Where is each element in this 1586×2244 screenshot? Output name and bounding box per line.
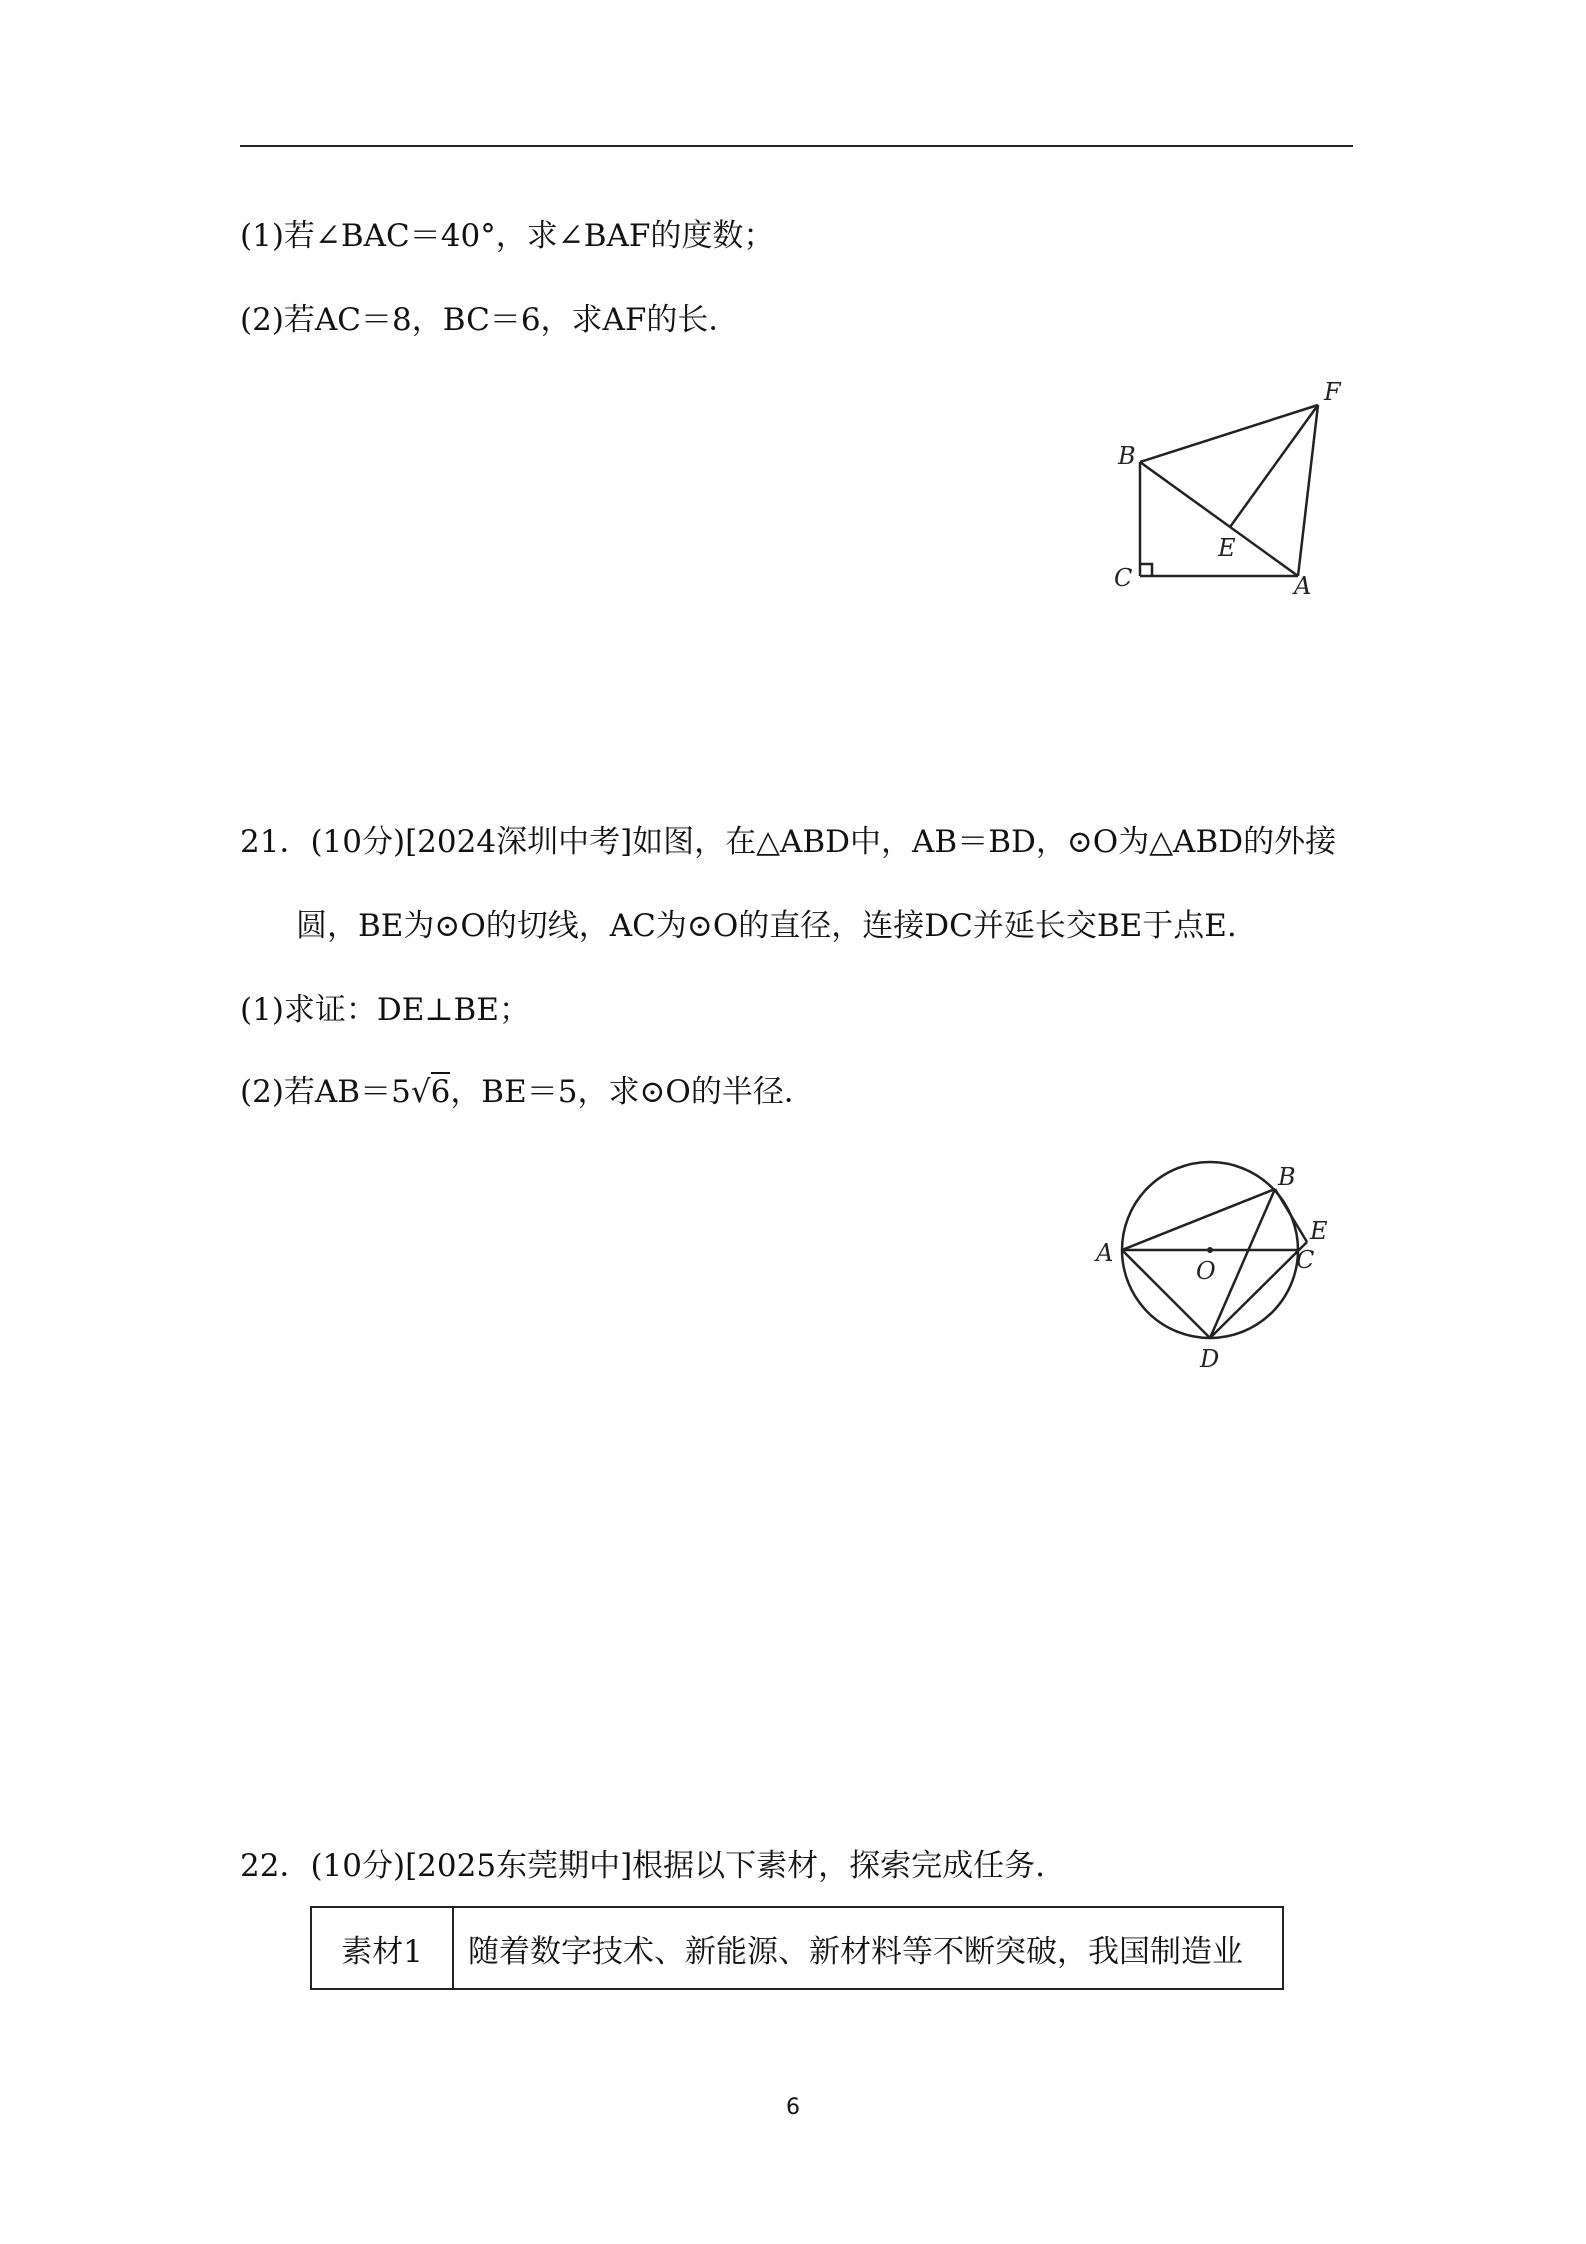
segment-bf <box>1140 405 1318 462</box>
material-label: 素材1 <box>311 1907 453 1989</box>
q21-stem-line1: 21．(10分)[2024深圳中考]如图，在△ABD中，AB＝BD，⊙O为△ABD的外接 <box>240 824 1337 860</box>
q21-part2 <box>240 1072 815 1112</box>
q21-part2-prefix: (2)若AB＝5 <box>240 1074 411 1110</box>
material-table <box>310 1906 1284 1990</box>
q21-figure <box>1090 1155 1350 1375</box>
q20-part2: (2)若AC＝8，BC＝6，求AF的长． <box>240 302 740 338</box>
header-rule <box>240 145 1353 147</box>
label-b: B <box>1118 442 1136 470</box>
label-c: C <box>1296 1246 1315 1274</box>
label-a: A <box>1096 1239 1114 1267</box>
q21-stem-line2: 圆，BE为⊙O的切线，AC为⊙O的直径，连接DC并延长交BE于点E. <box>296 908 1237 944</box>
sqrt-sign: √ <box>410 1074 431 1110</box>
q21-part2-suffix: ，BE＝5，求⊙O的半径． <box>450 1074 815 1110</box>
right-angle-mark <box>1140 564 1152 576</box>
q21-part1: (1)求证：DE⊥BE； <box>240 992 530 1028</box>
label-o: O <box>1196 1257 1216 1285</box>
label-e: E <box>1310 1217 1328 1245</box>
q22-stem: 22．(10分)[2025东莞期中]根据以下素材，探索完成任务. <box>240 1848 1046 1884</box>
q20-figure <box>1100 370 1360 610</box>
label-e: E <box>1218 534 1236 562</box>
q21-part2-radicand: 6 <box>430 1074 451 1110</box>
table-row <box>311 1907 1283 1989</box>
label-b: B <box>1278 1163 1296 1191</box>
q20-part1: (1)若∠BAC＝40°，求∠BAF的度数； <box>240 218 775 254</box>
label-d: D <box>1200 1345 1220 1373</box>
label-a: A <box>1294 572 1312 600</box>
center-dot <box>1207 1247 1213 1253</box>
page-number: 6 <box>786 2095 800 2120</box>
segment-be <box>1275 1189 1307 1242</box>
label-c: C <box>1114 564 1133 592</box>
material-text: 随着数字技术、新能源、新材料等不断突破，我国制造业 <box>453 1907 1283 1989</box>
label-f: F <box>1324 378 1341 406</box>
